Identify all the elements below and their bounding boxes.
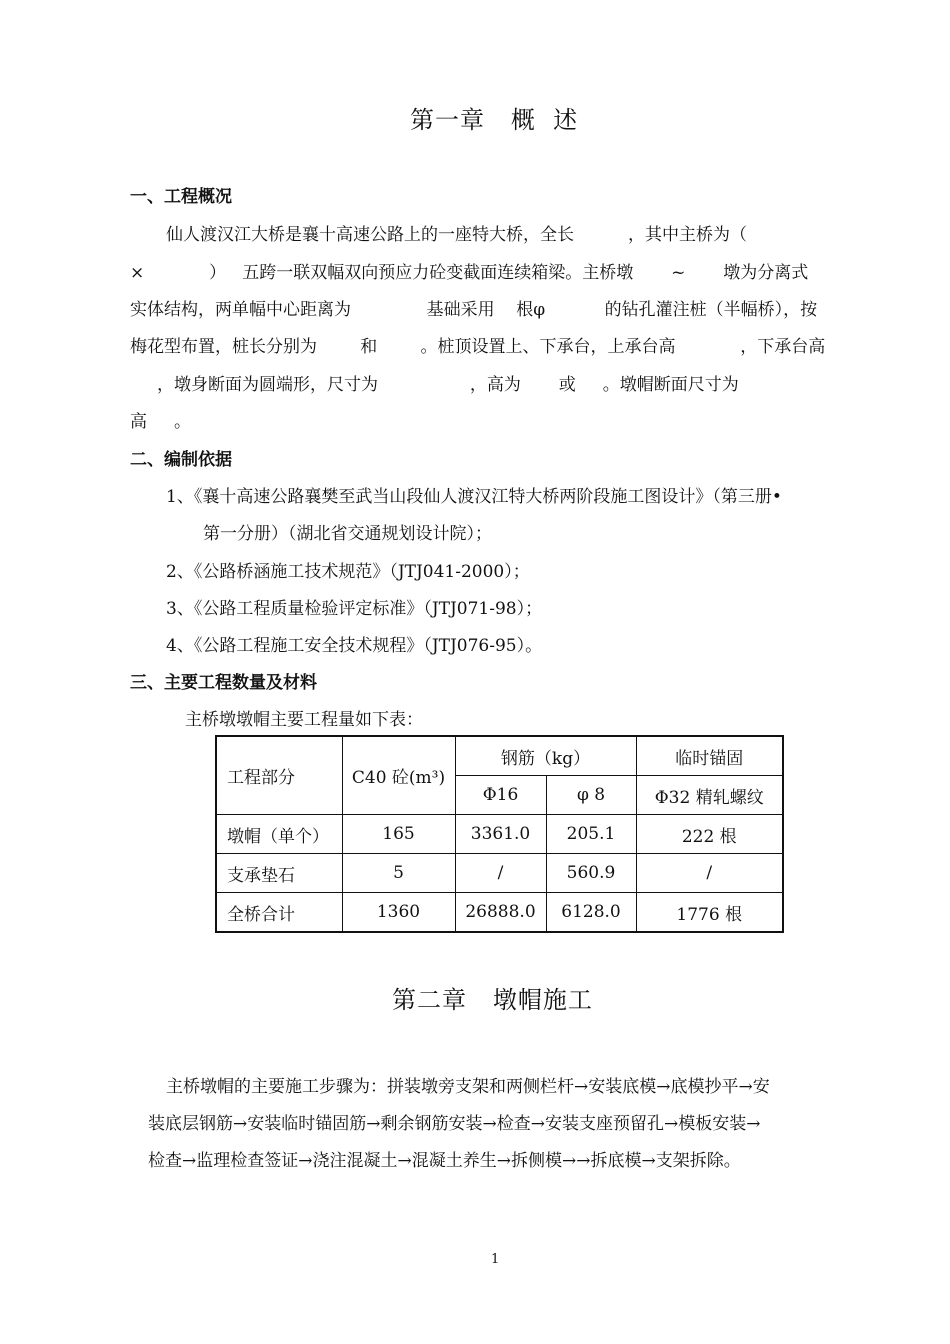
- steps-line-1: 主桥墩帽的主要施工步骤为：拼装墩旁支架和两侧栏杆→安装底模→底模抄平→安: [166, 1077, 770, 1097]
- basis-item-2: 2、《公路桥涵施工技术规范》（JTJ041-2000）；: [166, 562, 530, 582]
- steps-line-3: 检查→监理检查签证→浇注混凝土→混凝土养生→拆侧模→→拆底模→支架拆除。: [148, 1151, 741, 1171]
- cell-phi16: /: [455, 854, 546, 893]
- basis-item-3: 3、《公路工程质量检验评定标准》（JTJ071-98）；: [166, 599, 543, 619]
- section-3-heading: 三、主要工程数量及材料: [130, 673, 317, 693]
- basis-item-1: 1、《襄十高速公路襄樊至武当山段仙人渡汉江特大桥两阶段施工图设计》（第三册•: [166, 487, 782, 507]
- cell-part: 墩帽（单个）: [216, 815, 342, 854]
- quantity-table: [215, 735, 784, 933]
- cell-c40: 5: [342, 854, 455, 893]
- cell-phi8: 560.9: [546, 854, 636, 893]
- overview-line-5: ，墩身断面为圆端形，尺寸为 ，高为 或 。墩帽断面尺寸为: [130, 375, 739, 395]
- section-2-heading: 二、编制依据: [130, 450, 232, 470]
- header-phi16: Φ16: [455, 776, 546, 815]
- cell-anchor: /: [636, 854, 783, 893]
- basis-item-4: 4、《公路工程施工安全技术规程》（JTJ076-95）。: [166, 636, 543, 656]
- overview-line-6: 高 。: [130, 412, 192, 432]
- header-phi8: φ 8: [546, 776, 636, 815]
- overview-line-1: 仙人渡汉江大桥是襄十高速公路上的一座特大桥，全长 ，其中主桥为（: [166, 225, 748, 245]
- overview-line-2: × ） 五跨一联双幅双向预应力砼变截面连续箱梁。主桥墩 ~ 墩为分离式: [130, 263, 809, 283]
- steps-line-2: 装底层钢筋→安装临时锚固筋→剩余钢筋安装→检查→安装支座预留孔→模板安装→: [148, 1114, 761, 1134]
- table-row: [216, 893, 783, 933]
- section-1-heading: 一、工程概况: [130, 187, 232, 207]
- table-row: [216, 854, 783, 893]
- overview-line-4: 梅花型布置，桩长分别为 和 。桩顶设置上、下承台，上承台高 ，下承台高: [130, 337, 826, 357]
- table-row: [216, 815, 783, 854]
- page-number: 1: [491, 1252, 500, 1267]
- table-intro: 主桥墩墩帽主要工程量如下表：: [185, 710, 423, 730]
- cell-phi16: 26888.0: [455, 893, 546, 933]
- cell-c40: 165: [342, 815, 455, 854]
- cell-phi16: 3361.0: [455, 815, 546, 854]
- cell-c40: 1360: [342, 893, 455, 933]
- header-anchor: 临时锚固: [636, 736, 783, 776]
- chapter-1-title: 第一章 概 述: [410, 106, 579, 134]
- header-anchor-sub: Φ32 精轧螺纹: [636, 776, 783, 815]
- overview-line-3: 实体结构，两单幅中心距离为 基础采用 根φ 的钻孔灌注桩（半幅桥），按: [130, 300, 818, 320]
- cell-part: 支承垫石: [216, 854, 342, 893]
- header-rebar: 钢筋（kg）: [455, 736, 636, 776]
- cell-part: 全桥合计: [216, 893, 342, 933]
- chapter-2-title: 第二章 墩帽施工: [392, 986, 593, 1014]
- basis-item-1-cont: 第一分册）（湖北省交通规划设计院）；: [203, 524, 492, 544]
- cell-anchor: 1776 根: [636, 893, 783, 933]
- header-c40: C40 砼(m³): [342, 736, 455, 815]
- cell-phi8: 6128.0: [546, 893, 636, 933]
- header-part: 工程部分: [216, 736, 342, 815]
- cell-anchor: 222 根: [636, 815, 783, 854]
- cell-phi8: 205.1: [546, 815, 636, 854]
